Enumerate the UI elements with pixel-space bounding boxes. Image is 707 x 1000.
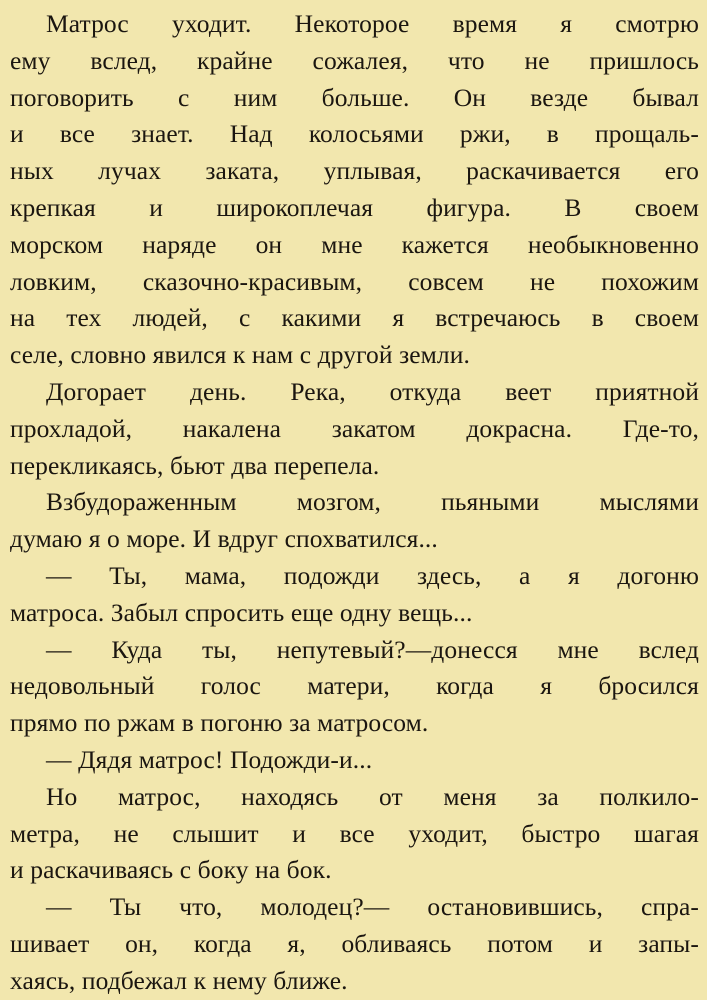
text-line: — Ты, мама, подожди здесь, а я догоню [46, 560, 699, 590]
text-line: — Ты что, молодец?— остановившись, спра- [46, 892, 699, 922]
text-line: ных лучах заката, уплывая, раскачивается его [10, 156, 699, 186]
text-line: прохладой, накалена закатом докрасна. Где-то, [10, 413, 699, 443]
text-line: на тех людей, с какими я встречаюсь в своем [10, 303, 699, 333]
text-line: матроса. Забыл спросить еще одну вещь... [10, 597, 473, 627]
text-line: ловким, сказочно-красивым, совсем не похожим [10, 266, 699, 296]
text-line: поговорить с ним больше. Он везде бывал [10, 82, 699, 112]
text-line: селе, словно явился к нам с другой земли. [10, 340, 470, 370]
text-line: хаясь, подбежал к нему ближе. [10, 965, 348, 995]
text-line: и все знает. Над колосьями ржи, в прощаль- [10, 119, 699, 149]
text-line: ему вслед, крайне сожалея, что не пришлось [10, 45, 699, 75]
text-line: думаю я о море. И вдруг спохватился... [10, 524, 438, 554]
text-line: и раскачиваясь с боку на бок. [10, 855, 332, 885]
text-line: перекликаясь, бьют два перепела. [10, 450, 380, 480]
text-line: — Дядя матрос! Подожди-и... [46, 744, 373, 774]
text-line: крепкая и широкоплечая фигура. В своем [10, 192, 699, 222]
text-line: морском наряде он мне кажется необыкновенно [10, 229, 699, 259]
text-line: Матрос уходит. Некоторое время я смотрю [46, 9, 699, 38]
text-line: прямо по ржам в погоню за матросом. [10, 708, 429, 738]
text-line: метра, не слышит и все уходит, быстро шагая [10, 818, 699, 848]
text-line: недовольный голос матери, когда я бросился [10, 671, 699, 701]
text-line: шивает он, когда я, обливаясь потом и запы- [10, 928, 699, 958]
text-line: Взбудораженным мозгом, пьяными мыслями [46, 487, 699, 517]
text-line: Но матрос, находясь от меня за полкило- [46, 781, 699, 811]
text-line: Догорает день. Река, откуда веет приятной [46, 376, 699, 406]
text-line: — Куда ты, непутевый?—донесся мне вслед [46, 634, 699, 664]
text-block [10, 6, 699, 1000]
